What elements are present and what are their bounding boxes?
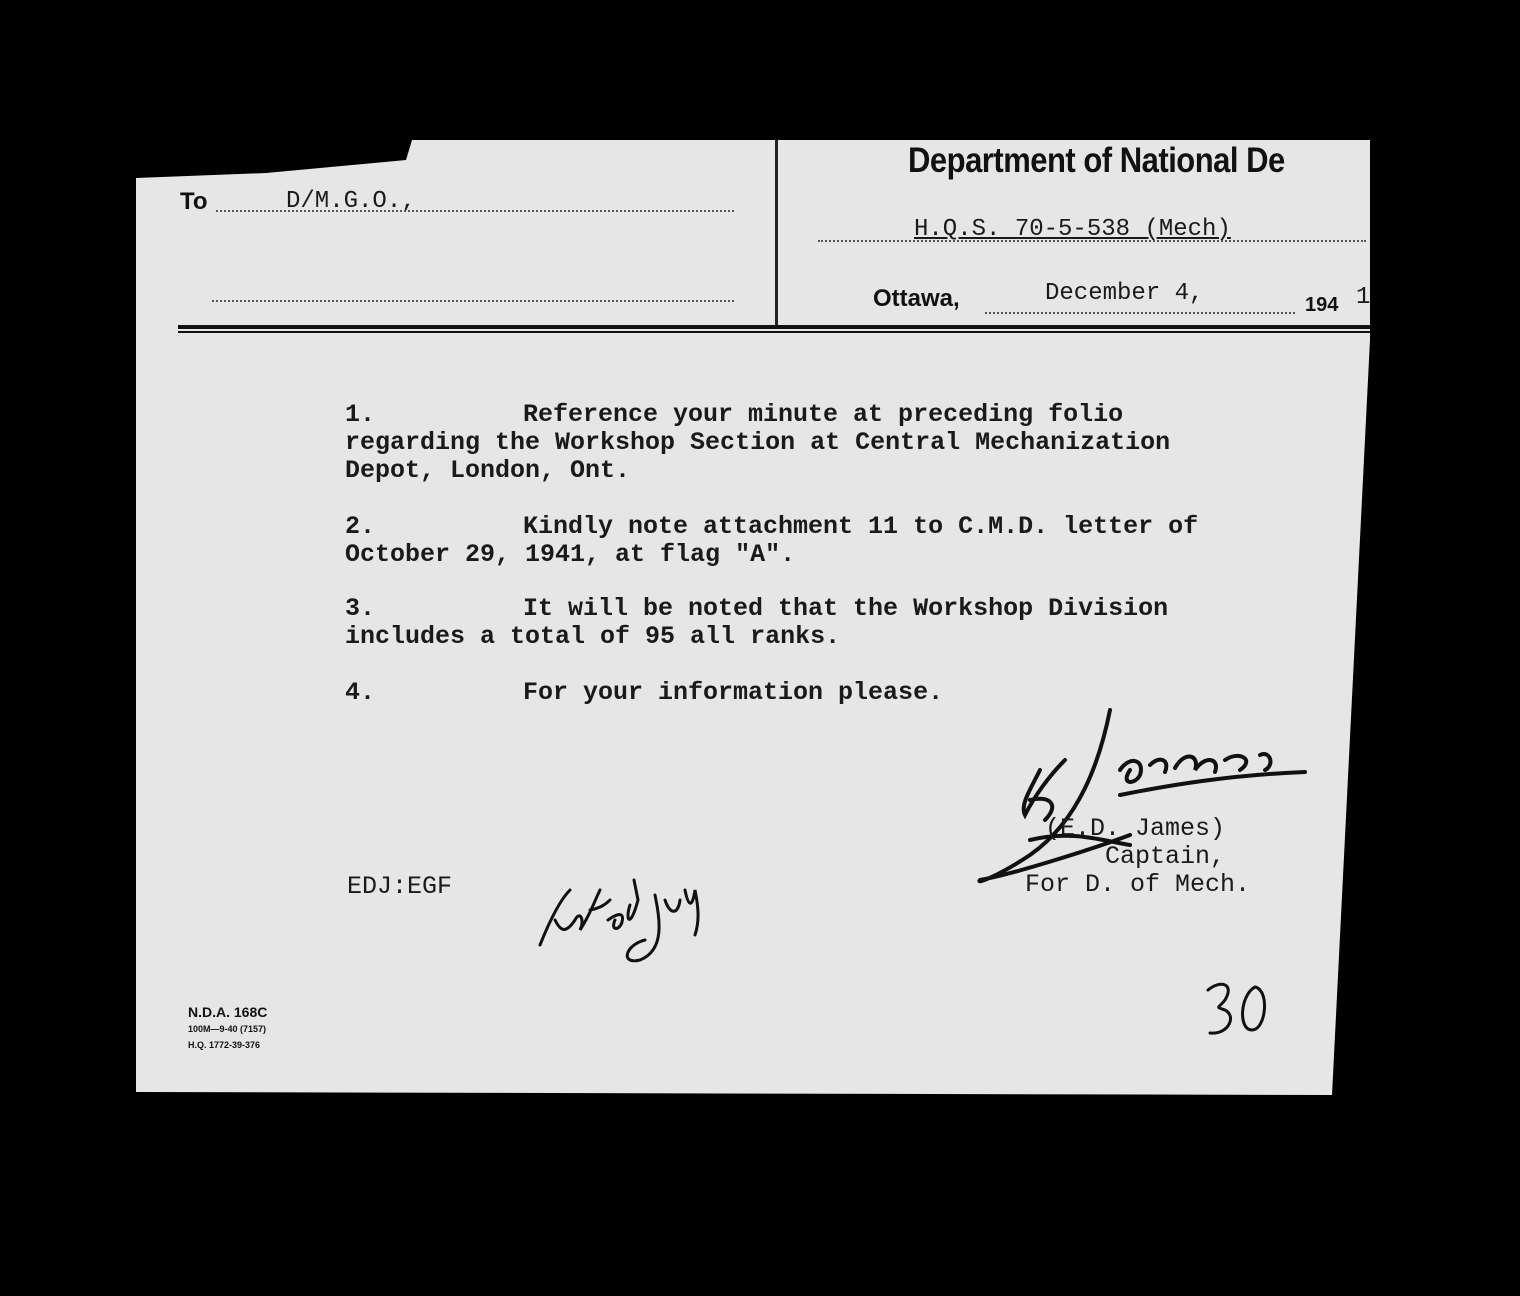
paragraph-line: It will be noted that the Workshop Division [523, 594, 1169, 623]
date-dotted-line [985, 312, 1295, 314]
form-code-line-2: 100M—9-40 (7157) [188, 1024, 267, 1034]
letter-date: December 4, [1045, 280, 1204, 307]
header-rule-top [178, 325, 1370, 329]
file-reference: H.Q.S. 70-5-538 (Mech) [914, 216, 1231, 243]
to-dotted-line-2 [212, 300, 734, 302]
signatory-name: (E.D. James) [1045, 814, 1226, 843]
paragraph-number: 3. [345, 594, 376, 623]
folio-number-handwritten [1200, 975, 1280, 1045]
paragraph-number: 4. [345, 678, 376, 707]
paragraph-line: includes a total of 95 all ranks. [345, 622, 841, 651]
form-code-line-1: N.D.A. 168C [188, 1004, 268, 1020]
paragraph-number: 1. [345, 400, 376, 429]
to-dotted-line [216, 210, 734, 212]
place-label: Ottawa, [873, 285, 960, 312]
form-code-line-3: H.Q. 1772-39-376 [188, 1040, 261, 1050]
paragraph-line: Reference your minute at preceding folio [523, 400, 1124, 429]
paragraph-line: October 29, 1941, at flag "A". [345, 540, 796, 569]
paragraph-line: Kindly note attachment 11 to C.M.D. letter of [523, 512, 1199, 541]
header-divider [775, 140, 778, 325]
to-label: To [180, 188, 208, 215]
handwritten-note [530, 860, 710, 970]
signatory-for-line: For D. of Mech. [1025, 870, 1251, 899]
reference-initials: EDJ:EGF [347, 872, 453, 901]
year-printed: 194 [1305, 294, 1339, 316]
department-heading: Department of National De [908, 140, 1285, 181]
paragraph-line: For your information please. [523, 678, 944, 707]
paragraph-line: Depot, London, Ont. [345, 456, 631, 485]
paragraph-number: 2. [345, 512, 376, 541]
signatory-rank: Captain, [1105, 842, 1226, 871]
header-rule-bottom [178, 331, 1370, 333]
to-recipient: D/M.G.O., [286, 188, 416, 215]
paragraph-line: regarding the Workshop Section at Central Mechanization [345, 428, 1171, 457]
year-typed: 1 [1356, 284, 1371, 311]
